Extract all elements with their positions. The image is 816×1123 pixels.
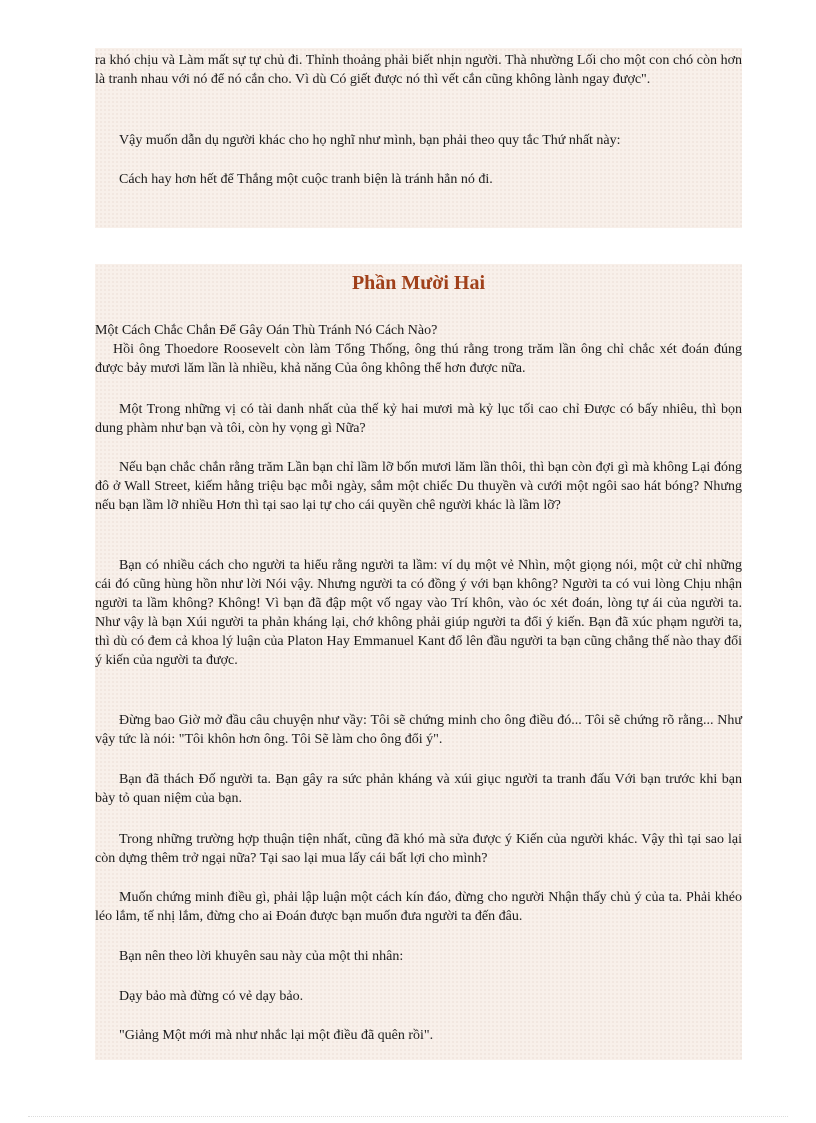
- paragraph: Dạy bảo mà đừng có vẻ dạy bảo.: [119, 989, 304, 1004]
- page-divider: [28, 1116, 788, 1117]
- paragraph: Bạn nên theo lời khuyên sau này của một thi nhân:: [119, 949, 404, 964]
- paragraph: ra khó chịu và Làm mất sự tự chủ đi. Thỉnh thoảng phải biết nhịn người. Thà nhường Lối cho một con chó còn hơn là tranh nhau với nó để nó cắn cho. Vì dù Có giết được nó thì vết cắn cũng không lành ngay được".: [95, 53, 742, 87]
- chapter-title: Phần Mười Hai: [351, 272, 486, 294]
- paragraph: "Giảng Một mới mà như nhắc lại một điều đã quên rồi".: [119, 1028, 434, 1043]
- paragraph: Nếu bạn chắc chắn rằng trăm Lần bạn chỉ lầm lỡ bốn mươi lăm lần thôi, thì bạn còn đợi gì mà không Lại đóng đô ở Wall Street, kiếm hằng triệu bạc mỗi ngày, sắm một chiếc Du thuyền và cưới một ngôi sao hát bóng? Nhưng nếu bạn lầm lỡ nhiều Hơn thì tại sao lại tự cho cái quyền chê người khác là lầm lỡ?: [95, 460, 742, 513]
- paragraph: Hồi ông Thoedore Roosevelt còn làm Tổng Thống, ông thú rằng trong trăm lần ông chỉ chắc xét đoán đúng được bảy mươi lăm lần là nhiều, khả năng Của ông không thể hơn được nữa.: [95, 342, 742, 376]
- paragraph: Bạn có nhiều cách cho người ta hiểu rằng người ta lầm: ví dụ một vẻ Nhìn, một giọng nói, một cử chỉ những cái đó cũng hùng hồn như lời Nói vậy. Nhưng người ta có đồng ý với bạn không? Người ta có vui lòng Chịu nhận người ta lầm không? Không! Vì bạn đã đập một vố ngay vào Trí khôn, vào óc xét đoán, lòng tự ái của người ta. Như vậy là bạn Xúi người ta phản kháng lại, chớ không phải giúp người ta đổi ý kiến. Bạn đã xúc phạm người ta, thì dù có đem cả khoa lý luận của Platon Hay Emmanuel Kant đổ lên đầu người ta bạn cũng chẳng thế nào thay đổi ý kiến của người ta được.: [95, 558, 742, 668]
- paragraph: Đừng bao Giờ mở đầu câu chuyện như vầy: Tôi sẽ chứng minh cho ông điều đó... Tôi sẽ chứng rõ rằng... Như vậy tức là nói: "Tôi khôn hơn ông. Tôi Sẽ làm cho ông đổi ý".: [95, 713, 742, 747]
- paragraph: Cách hay hơn hết để Thắng một cuộc tranh biện là tránh hẳn nó đi.: [119, 172, 493, 187]
- paragraph: Trong những trường hợp thuận tiện nhất, cũng đã khó mà sửa được ý Kiến của người khác. Vậy thì tại sao lại còn dựng thêm trở ngại nữa? Tại sao lại mua lấy cái bất lợi cho mình?: [95, 832, 742, 866]
- paragraph: Muốn chứng minh điều gì, phải lập luận một cách kín đáo, đừng cho người Nhận thấy chủ ý của ta. Phải khéo léo lắm, tế nhị lắm, đừng cho ai Đoán được bạn muốn đưa người ta đến đâu.: [95, 890, 742, 924]
- chapter-subtitle: Một Cách Chắc Chắn Để Gây Oán Thù Tránh Nó Cách Nào?: [95, 323, 438, 338]
- paragraph: Một Trong những vị có tài danh nhất của thế kỷ hai mươi mà kỷ lục tối cao chỉ Được có bấy nhiêu, thì bọn dung phàm như bạn và tôi, còn hy vọng gì Nữa?: [95, 402, 742, 436]
- top-text-block: [95, 48, 742, 228]
- paragraph: Bạn đã thách Đố người ta. Bạn gây ra sức phản kháng và xúi giục người ta tranh đấu Với bạn trước khi bạn bày tỏ quan niệm của bạn.: [95, 772, 742, 806]
- paragraph: Vậy muốn dẫn dụ người khác cho họ nghĩ như mình, bạn phải theo quy tắc Thứ nhất này:: [119, 133, 621, 148]
- chapter-block: [95, 264, 742, 1060]
